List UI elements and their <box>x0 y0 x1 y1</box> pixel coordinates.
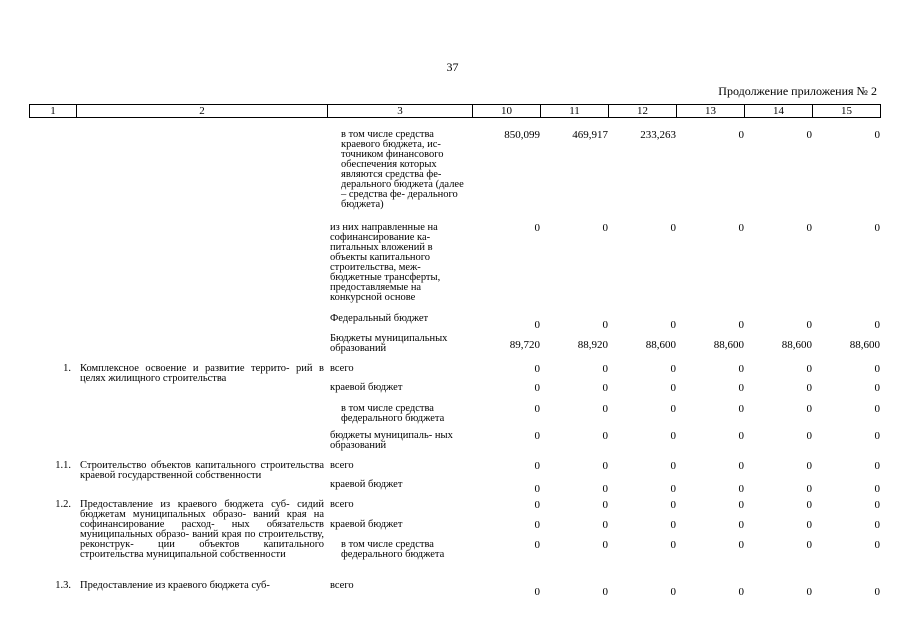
row-title: Строительство объектов капитального строительства краевой государственной собственности <box>80 460 324 481</box>
row-funding-source: всего <box>330 460 354 471</box>
value-cell: 88,920 <box>577 339 608 351</box>
value-cell: 0 <box>738 586 744 598</box>
row-funding-source: в том числе средства краевого бюджета, ис- точником финансового обеспечения которых являются средства фе- дерального бюджета (далее – средства фе- дерального бюджета) <box>341 129 464 210</box>
value-cell: 0 <box>738 539 744 551</box>
row-number: 1.1. <box>55 460 71 471</box>
row-funding-source: всего <box>330 580 354 591</box>
value-cell: 0 <box>738 499 744 511</box>
value-cell: 0 <box>806 319 812 331</box>
value-cell: 0 <box>534 586 540 598</box>
value-cell: 0 <box>806 382 812 394</box>
value-cell: 0 <box>806 363 812 375</box>
value-cell: 0 <box>602 499 608 511</box>
header-cell: 13 <box>677 105 745 118</box>
value-cell: 0 <box>874 430 880 442</box>
value-cell: 0 <box>874 519 880 531</box>
value-cell: 0 <box>534 363 540 375</box>
value-cell: 88,600 <box>645 339 676 351</box>
value-cell: 0 <box>874 499 880 511</box>
value-cell: 88,600 <box>781 339 812 351</box>
value-cell: 0 <box>670 430 676 442</box>
value-cell: 0 <box>602 222 608 234</box>
value-cell: 850,099 <box>504 129 540 141</box>
value-cell: 0 <box>602 363 608 375</box>
value-cell: 0 <box>602 460 608 472</box>
row-title: Комплексное освоение и развитие террито- рий в целях жилищного строительства <box>80 363 324 384</box>
value-cell: 0 <box>806 519 812 531</box>
value-cell: 0 <box>738 319 744 331</box>
value-cell: 0 <box>806 460 812 472</box>
value-cell: 0 <box>738 382 744 394</box>
value-cell: 0 <box>670 319 676 331</box>
value-cell: 0 <box>534 519 540 531</box>
value-cell: 0 <box>670 586 676 598</box>
value-cell: 0 <box>670 403 676 415</box>
row-funding-source: из них направленные на софинансирование ка- питальных вложений в объекты капитального строительства, меж- бюджетные трансферты, предоставляемые на конкурсной основе <box>330 222 441 303</box>
value-cell: 0 <box>670 539 676 551</box>
row-funding-source: краевой бюджет <box>330 479 403 490</box>
value-cell: 0 <box>534 539 540 551</box>
value-cell: 0 <box>670 222 676 234</box>
value-cell: 0 <box>670 363 676 375</box>
row-funding-source: бюджеты муниципаль- ных образований <box>330 430 453 451</box>
value-cell: 0 <box>806 483 812 495</box>
value-cell: 0 <box>670 499 676 511</box>
value-cell: 0 <box>534 382 540 394</box>
value-cell: 0 <box>534 499 540 511</box>
value-cell: 0 <box>874 319 880 331</box>
row-number: 1.2. <box>55 499 71 510</box>
row-funding-source: Бюджеты муниципальных образований <box>330 333 448 354</box>
value-cell: 88,600 <box>713 339 744 351</box>
value-cell: 0 <box>670 382 676 394</box>
value-cell: 0 <box>534 403 540 415</box>
value-cell: 0 <box>738 460 744 472</box>
header-cell: 12 <box>609 105 677 118</box>
value-cell: 0 <box>670 483 676 495</box>
value-cell: 0 <box>738 403 744 415</box>
header-cell: 2 <box>77 105 328 118</box>
row-funding-source: в том числе средства федерального бюджета <box>341 403 445 424</box>
value-cell: 0 <box>534 430 540 442</box>
row-number: 1.3. <box>55 580 71 591</box>
value-cell: 0 <box>602 382 608 394</box>
header-cell: 1 <box>30 105 77 118</box>
page-number: 37 <box>446 60 459 74</box>
header-cell: 14 <box>745 105 813 118</box>
continuation-label: Продолжение приложения № 2 <box>718 84 877 98</box>
value-cell: 0 <box>602 430 608 442</box>
value-cell: 0 <box>602 319 608 331</box>
value-cell: 0 <box>806 586 812 598</box>
value-cell: 0 <box>602 586 608 598</box>
row-funding-source: Федеральный бюджет <box>330 313 429 324</box>
value-cell: 0 <box>534 222 540 234</box>
header-cell: 11 <box>541 105 609 118</box>
row-funding-source: всего <box>330 499 354 510</box>
value-cell: 0 <box>738 222 744 234</box>
value-cell: 0 <box>738 483 744 495</box>
value-cell: 0 <box>874 483 880 495</box>
row-number: 1. <box>63 363 71 374</box>
value-cell: 88,600 <box>849 339 880 351</box>
value-cell: 0 <box>806 499 812 511</box>
value-cell: 89,720 <box>509 339 540 351</box>
value-cell: 0 <box>738 430 744 442</box>
value-cell: 0 <box>534 483 540 495</box>
value-cell: 0 <box>602 403 608 415</box>
row-title: Предоставление из краевого бюджета суб- <box>80 580 270 591</box>
value-cell: 0 <box>806 430 812 442</box>
value-cell: 0 <box>874 460 880 472</box>
value-cell: 0 <box>602 519 608 531</box>
value-cell: 0 <box>602 483 608 495</box>
value-cell: 0 <box>670 519 676 531</box>
value-cell: 0 <box>806 222 812 234</box>
value-cell: 0 <box>806 539 812 551</box>
value-cell: 0 <box>874 403 880 415</box>
value-cell: 233,263 <box>640 129 676 141</box>
value-cell: 0 <box>670 460 676 472</box>
row-funding-source: краевой бюджет <box>330 382 403 393</box>
table-header <box>29 104 881 118</box>
value-cell: 0 <box>534 319 540 331</box>
value-cell: 0 <box>874 586 880 598</box>
header-cell: 15 <box>813 105 881 118</box>
value-cell: 0 <box>874 382 880 394</box>
value-cell: 0 <box>738 519 744 531</box>
row-title: Предоставление из краевого бюджета суб- сидий бюджетам муниципальных образо- ваний края на софинансирование расход- ных обязательств муниципальных образо- ваний края по строительству, реконструк- ции объектов капитального строительства муниципальной собственности <box>80 499 324 560</box>
value-cell: 0 <box>738 363 744 375</box>
header-cell: 3 <box>328 105 473 118</box>
value-cell: 0 <box>806 129 812 141</box>
row-funding-source: в том числе средства федерального бюджета <box>341 539 445 560</box>
value-cell: 0 <box>874 539 880 551</box>
row-funding-source: всего <box>330 363 354 374</box>
value-cell: 0 <box>806 403 812 415</box>
value-cell: 0 <box>738 129 744 141</box>
value-cell: 0 <box>874 222 880 234</box>
value-cell: 0 <box>602 539 608 551</box>
value-cell: 0 <box>874 129 880 141</box>
header-cell: 10 <box>473 105 541 118</box>
value-cell: 0 <box>534 460 540 472</box>
value-cell: 0 <box>874 363 880 375</box>
row-funding-source: краевой бюджет <box>330 519 403 530</box>
value-cell: 469,917 <box>572 129 608 141</box>
